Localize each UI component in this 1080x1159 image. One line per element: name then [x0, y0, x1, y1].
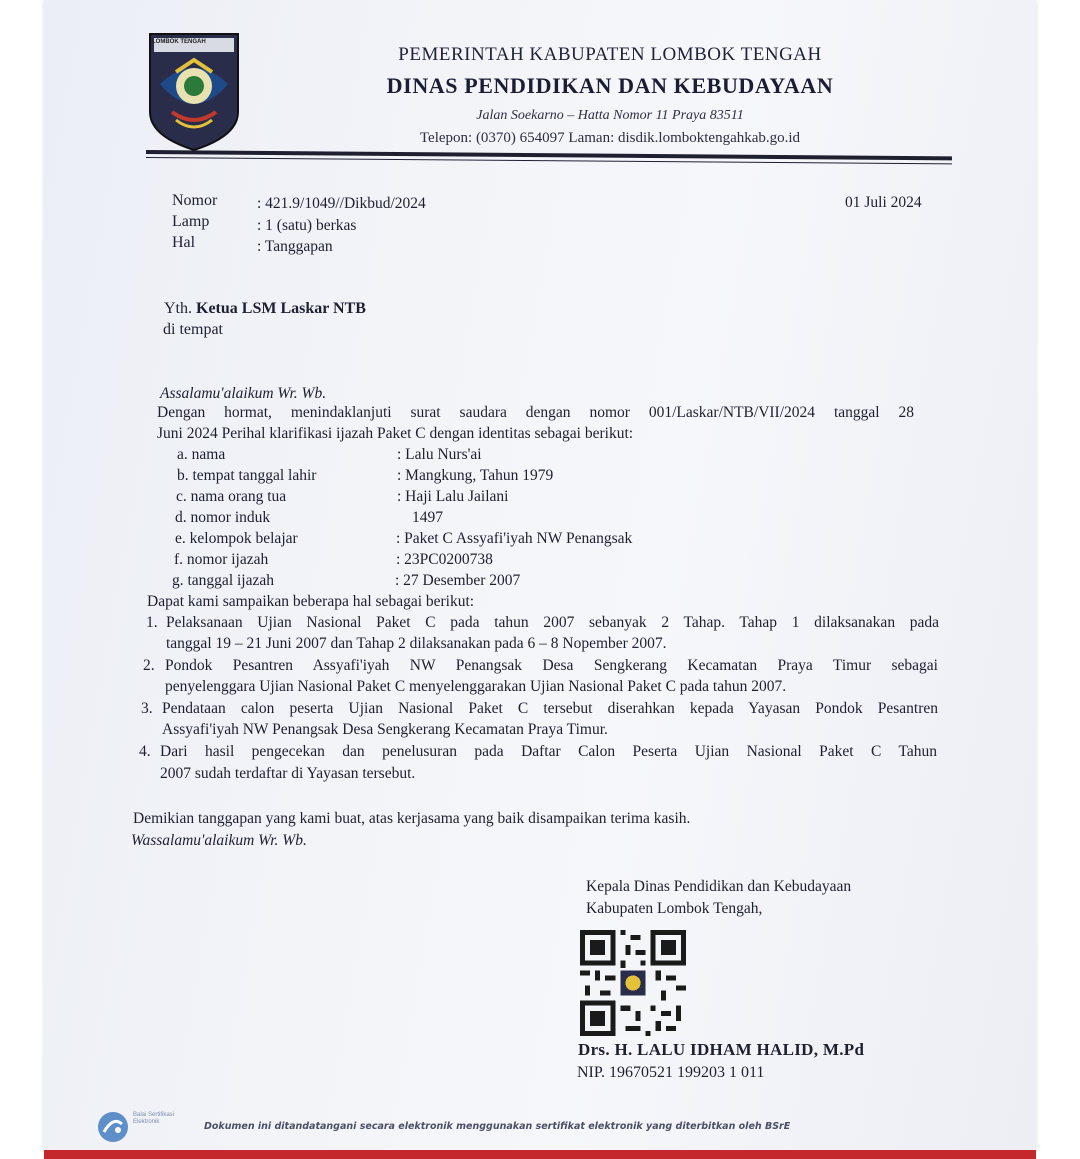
points-intro: Dapat kami sampaikan beberapa hal sebagai berikut:	[147, 593, 475, 610]
gov-name: PEMERINTAH KABUPATEN LOMBOK TENGAH	[398, 44, 822, 65]
bsre-logo-text: Balai Sertifikasi Elektronik	[133, 1112, 175, 1125]
identity-label: f. nomor ijazah	[174, 551, 269, 568]
point-number: 3.	[141, 700, 153, 717]
identity-value: : Mangkung, Tahun 1979	[397, 467, 554, 484]
emblem-caption: LOMBOK TENGAH	[152, 39, 206, 45]
point-line: Assyafi'iyah NW Penangsak Desa Sengkerang Kecamatan Praya Timur.	[162, 721, 608, 738]
point-number: 4.	[139, 743, 151, 760]
point-number: 1.	[146, 614, 158, 631]
recipient-prefix: Yth.	[164, 300, 192, 317]
intro-line-2: Juni 2024 Perihal klarifikasi ijazah Paket C dengan identitas sebagai berikut:	[157, 425, 634, 442]
lombok-tengah-emblem-icon	[146, 28, 242, 152]
signer-title-1: Kepala Dinas Pendidikan dan Kebudayaan	[586, 878, 852, 895]
lamp-value: : 1 (satu) berkas	[257, 217, 357, 234]
point-line: Dari hasil pengecekan dan penelusuran pada Daftar Calon Peserta Ujian Nasional Paket C Tahun	[160, 743, 937, 760]
identity-value: : 27 Desember 2007	[395, 572, 521, 589]
farewell: Wassalamu'alaikum Wr. Wb.	[131, 832, 307, 849]
identity-value: : Haji Lalu Jailani	[397, 488, 509, 505]
point-line: Pelaksanaan Ujian Nasional Paket C pada tahun 2007 sebanyak 2 Tahap. Tahap 1 dilaksanakan pada	[166, 614, 939, 631]
identity-value: 1497	[412, 509, 443, 526]
recipient-name: Ketua LSM Laskar NTB	[196, 300, 366, 317]
identity-value: : Lalu Nurs'ai	[397, 446, 482, 463]
e-signature-note: Dokumen ini ditandatangani secara elektronik menggunakan sertifikat elektronik yang diterbitkan oleh BSrE	[204, 1121, 791, 1132]
hal-label: Hal	[172, 234, 196, 251]
intro-line-1: Dengan hormat, menindaklanjuti surat saudara dengan nomor 001/Laskar/NTB/VII/2024 tanggal 28	[157, 404, 914, 421]
point-line: 2007 sudah terdaftar di Yayasan tersebut.	[160, 765, 416, 782]
hal-value: : Tanggapan	[257, 238, 333, 255]
signer-nip: NIP. 19670521 199203 1 011	[577, 1064, 765, 1081]
closing-text: Demikian tanggapan yang kami buat, atas kerjasama yang baik disampaikan terima kasih.	[133, 810, 691, 827]
nomor-label: Nomor	[172, 192, 218, 209]
point-line: penyelenggara Ujian Nasional Paket C menyelenggarakan Ujian Nasional Paket C pada tahun 2007.	[165, 678, 787, 695]
letter-date: 01 Juli 2024	[845, 194, 922, 211]
signer-name: Drs. H. LALU IDHAM HALID, M.Pd	[578, 1040, 865, 1059]
recipient-place: di tempat	[163, 321, 223, 338]
signer-title-2: Kabupaten Lombok Tengah,	[586, 900, 763, 917]
identity-value: : Paket C Assyafi'iyah NW Penangsak	[396, 530, 633, 547]
point-line: Pondok Pesantren Assyafi'iyah NW Penangsak Desa Sengkerang Kecamatan Praya Timur sebagai	[165, 657, 938, 674]
agency-name: DINAS PENDIDIKAN DAN KEBUDAYAAN	[386, 73, 834, 98]
signature-qr-code-icon	[580, 930, 686, 1036]
identity-label: d. nomor induk	[175, 509, 271, 526]
agency-contact: Telepon: (0370) 654097 Laman: disdik.lomboktengahkab.go.id	[419, 130, 801, 146]
nomor-value: : 421.9/1049//Dikbud/2024	[257, 195, 426, 212]
point-line: tanggal 19 – 21 Juni 2007 dan Tahap 2 dilaksanakan pada 6 – 8 Nopember 2007.	[166, 635, 667, 652]
identity-label: e. kelompok belajar	[175, 530, 298, 547]
identity-label: a. nama	[177, 446, 226, 463]
identity-value: : 23PC0200738	[396, 551, 493, 568]
point-number: 2.	[143, 657, 155, 674]
identity-label: c. nama orang tua	[176, 488, 287, 505]
identity-label: g. tanggal ijazah	[172, 572, 274, 589]
recipient-line	[164, 300, 366, 318]
lamp-label: Lamp	[172, 213, 210, 230]
identity-label: b. tempat tanggal lahir	[177, 467, 317, 484]
point-line: Pendataan calon peserta Ujian Nasional Paket C tersebut diserahkan kepada Yayasan Pondok Pesantren	[162, 700, 938, 717]
greeting: Assalamu'alaikum Wr. Wb.	[160, 385, 327, 402]
bsre-logo-icon	[96, 1110, 130, 1144]
agency-address: Jalan Soekarno – Hatta Nomor 11 Praya 83511	[476, 108, 744, 123]
footer-red-bar	[44, 1150, 1036, 1159]
